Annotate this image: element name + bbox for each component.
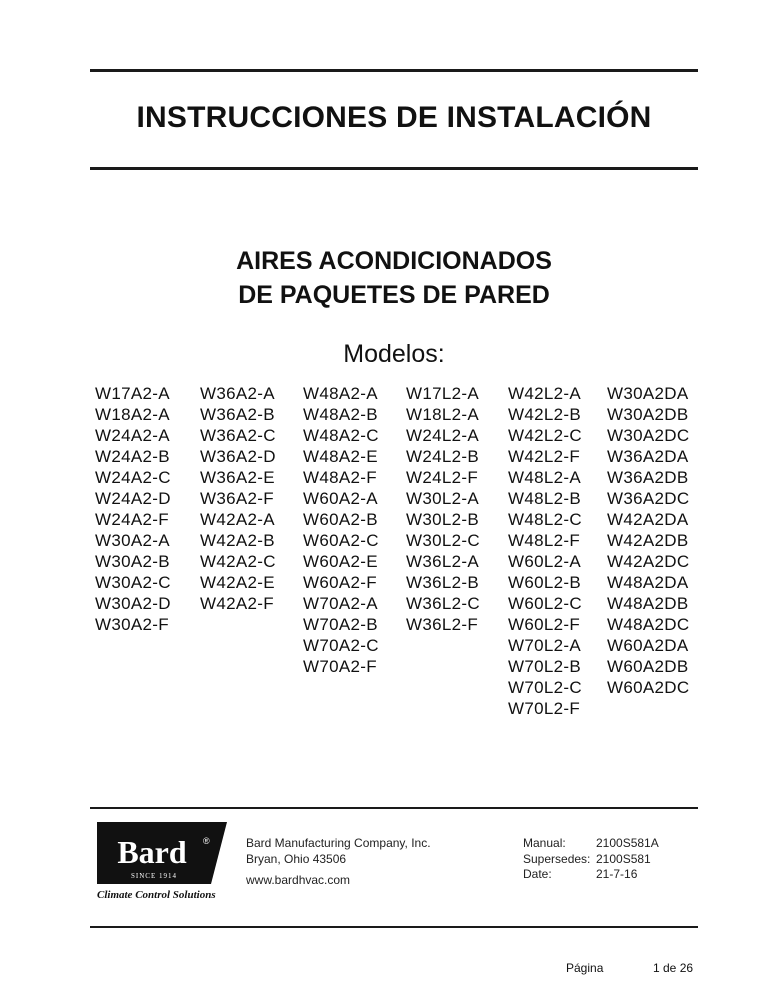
document-title: INSTRUCCIONES DE INSTALACIÓN — [136, 101, 652, 134]
model-number: W70L2-A — [508, 636, 581, 655]
footer-bottom-rule — [90, 926, 698, 928]
model-number: W36A2DA — [607, 447, 689, 466]
company-name: Bard Manufacturing Company, Inc. — [246, 836, 431, 850]
model-number: W42A2DB — [607, 531, 689, 550]
model-number: W36L2-C — [406, 594, 480, 613]
model-number: W48A2DC — [607, 615, 690, 634]
models-column-3 — [303, 383, 379, 677]
model-number: W36A2-D — [200, 447, 276, 466]
model-number: W42L2-B — [508, 405, 581, 424]
models-heading: Modelos: — [343, 340, 445, 368]
logo-registered-mark: ® — [203, 836, 210, 846]
model-number: W60A2DB — [607, 657, 689, 676]
model-number: W17A2-A — [95, 384, 170, 403]
model-number: W60A2-E — [303, 552, 378, 571]
title-bottom-rule — [90, 167, 698, 170]
model-number: W36A2-C — [200, 426, 276, 445]
manual-value: 2100S581A — [596, 836, 659, 850]
models-column-2 — [200, 383, 276, 614]
model-number: W48A2-F — [303, 468, 377, 487]
model-number: W60A2-B — [303, 510, 378, 529]
logo-since-text: SINCE 1914 — [131, 872, 177, 880]
model-number: W60A2-F — [303, 573, 377, 592]
models-column-4 — [406, 383, 480, 635]
top-rule — [90, 69, 698, 72]
company-website[interactable]: www.bardhvac.com — [246, 873, 351, 887]
model-number: W36A2-A — [200, 384, 275, 403]
model-number: W42A2DA — [607, 510, 689, 529]
model-number: W48A2DA — [607, 573, 689, 592]
model-number: W60L2-A — [508, 552, 581, 571]
model-number: W60A2-A — [303, 489, 378, 508]
page-label: Página — [566, 961, 604, 975]
model-number: W70L2-B — [508, 657, 581, 676]
model-number: W24A2-D — [95, 489, 171, 508]
model-number: W30A2-D — [95, 594, 171, 613]
model-number: W18L2-A — [406, 405, 479, 424]
model-number: W17L2-A — [406, 384, 479, 403]
subtitle-line-1: AIRES ACONDICIONADOS — [236, 247, 552, 275]
model-number: W48A2-E — [303, 447, 378, 466]
model-number: W36A2-B — [200, 405, 275, 424]
date-label: Date: — [523, 867, 552, 881]
footer-top-rule — [90, 807, 698, 809]
model-number: W30A2-F — [95, 615, 169, 634]
model-number: W36A2-E — [200, 468, 275, 487]
model-number: W60A2-C — [303, 531, 379, 550]
model-number: W30L2-C — [406, 531, 480, 550]
model-number: W48A2-B — [303, 405, 378, 424]
model-number: W60L2-C — [508, 594, 582, 613]
model-number: W36L2-B — [406, 573, 479, 592]
model-number: W70L2-F — [508, 699, 581, 718]
model-number: W48A2DB — [607, 594, 689, 613]
model-number: W24L2-F — [406, 468, 479, 487]
model-number: W30A2DC — [607, 426, 690, 445]
model-number: W60A2DA — [607, 636, 689, 655]
model-number: W30A2-B — [95, 552, 170, 571]
models-column-1 — [95, 383, 171, 635]
model-number: W42A2-F — [200, 594, 274, 613]
product-subtitle — [90, 244, 698, 312]
model-number: W70A2-F — [303, 657, 377, 676]
model-number: W30A2DB — [607, 405, 689, 424]
logo-tagline: Climate Control Solutions — [97, 889, 216, 901]
model-number: W60L2-B — [508, 573, 581, 592]
model-number: W70A2-B — [303, 615, 378, 634]
model-number: W36A2DB — [607, 468, 689, 487]
page-number: 1 de 26 — [653, 961, 694, 975]
model-number: W48L2-B — [508, 489, 581, 508]
model-number: W24A2-C — [95, 468, 171, 487]
subtitle-line-2: DE PAQUETES DE PARED — [238, 281, 550, 309]
model-number: W42A2DC — [607, 552, 690, 571]
model-number: W24L2-B — [406, 447, 479, 466]
model-number: W36A2-F — [200, 489, 274, 508]
model-number: W24L2-A — [406, 426, 479, 445]
model-number: W42A2-C — [200, 552, 276, 571]
model-number: W70A2-C — [303, 636, 379, 655]
model-number: W30A2DA — [607, 384, 689, 403]
bard-logo — [97, 822, 227, 901]
company-city: Bryan, Ohio 43506 — [246, 852, 347, 866]
model-number: W24A2-A — [95, 426, 170, 445]
model-number: W42L2-F — [508, 447, 581, 466]
supersedes-label: Supersedes: — [523, 852, 591, 866]
model-number: W60L2-F — [508, 615, 581, 634]
model-number: W48A2-C — [303, 426, 379, 445]
models-column-5 — [508, 383, 582, 719]
models-column-6 — [607, 383, 689, 698]
model-number: W18A2-A — [95, 405, 170, 424]
model-number: W48L2-F — [508, 531, 581, 550]
model-number: W30A2-C — [95, 573, 171, 592]
model-number: W30L2-B — [406, 510, 479, 529]
model-number: W30A2-A — [95, 531, 170, 550]
model-number: W24A2-B — [95, 447, 170, 466]
model-number: W36L2-A — [406, 552, 479, 571]
supersedes-value: 2100S581 — [596, 852, 651, 866]
model-number: W70A2-A — [303, 594, 378, 613]
model-number: W42L2-A — [508, 384, 581, 403]
model-number: W42A2-E — [200, 573, 275, 592]
model-number: W48L2-C — [508, 510, 582, 529]
model-number: W30L2-A — [406, 489, 479, 508]
model-number: W24A2-F — [95, 510, 169, 529]
model-number: W48A2-A — [303, 384, 378, 403]
date-value: 21-7-16 — [596, 867, 638, 881]
model-number: W48L2-A — [508, 468, 581, 487]
model-number: W60A2DC — [607, 678, 690, 697]
model-number: W42L2-C — [508, 426, 582, 445]
manual-label: Manual: — [523, 836, 566, 850]
model-number: W36L2-F — [406, 615, 479, 634]
model-number: W42A2-A — [200, 510, 275, 529]
model-number: W36A2DC — [607, 489, 690, 508]
model-number: W70L2-C — [508, 678, 582, 697]
logo-brand-text: Bard — [117, 834, 187, 870]
model-number: W42A2-B — [200, 531, 275, 550]
